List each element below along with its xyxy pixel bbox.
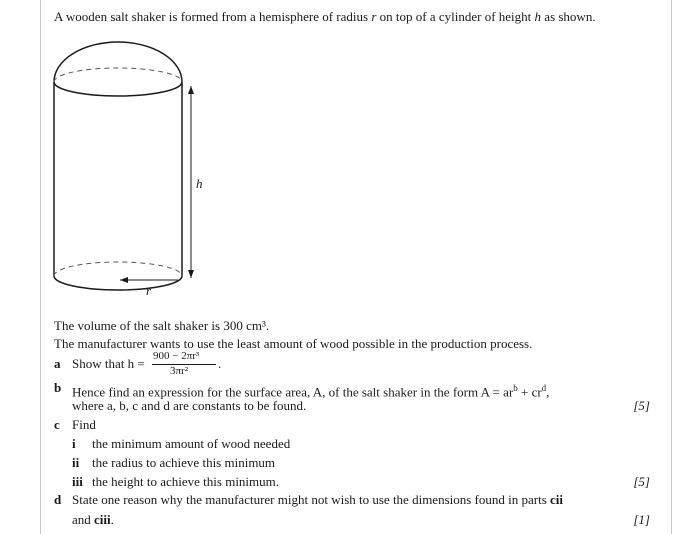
top-ellipse-front	[54, 82, 182, 96]
volume-statement: The volume of the salt shaker is 300 cm³.	[54, 318, 270, 333]
part-c-iii-text: the height to achieve this minimum.	[92, 474, 280, 489]
intro-text: A wooden salt shaker is formed from a hemisphere of radius	[54, 9, 372, 24]
part-c-i-label: i	[72, 436, 76, 451]
question-intro	[54, 9, 596, 25]
part-b-line2: where a, b, c and d are constants to be found.	[72, 398, 307, 413]
radius-arrowhead	[120, 277, 128, 283]
part-b-comma: ,	[546, 384, 550, 400]
part-a-text: Show that h =	[72, 356, 145, 371]
part-c-ii-text: the radius to achieve this minimum	[92, 455, 276, 470]
manufacturer-statement: The manufacturer wants to use the least amount of wood possible in the production process.	[54, 336, 533, 351]
part-b-marks: [5]	[633, 398, 650, 413]
bottom-ellipse-back	[54, 262, 182, 276]
part-c-marks: [5]	[633, 474, 650, 489]
height-arrowhead-bottom	[188, 270, 194, 278]
label-r: r	[146, 283, 152, 298]
part-a-label: a	[54, 356, 61, 371]
part-b-exponent-b: b	[513, 383, 518, 393]
part-d-line2	[72, 512, 114, 528]
part-d-text2: and	[72, 512, 95, 527]
bottom-ellipse-front	[54, 276, 182, 290]
part-d-text: State one reason why the manufacturer might not wish to use the dimensions found in parts	[72, 492, 551, 507]
part-b-plus: + cr	[517, 384, 542, 400]
intro-text-end: as shown.	[541, 9, 596, 24]
part-b-exponent-d: d	[541, 383, 547, 393]
part-b-label: b	[54, 380, 62, 395]
part-d-ref-ciii: ciii	[94, 512, 111, 527]
height-arrowhead-top	[188, 86, 194, 94]
part-d-ref-cii: cii	[550, 492, 564, 507]
intro-var-h: h	[534, 9, 542, 24]
hemisphere-outline	[54, 42, 182, 82]
part-d-end: .	[110, 512, 114, 527]
part-b-text: Hence find an expression for the surface area, A, of the salt shaker in the form A = ar	[72, 384, 514, 400]
part-c-text: Find	[72, 417, 96, 432]
label-h: h	[196, 176, 203, 191]
part-c-iii-label: iii	[72, 474, 83, 489]
part-d-label: d	[54, 492, 62, 507]
part-d-line1	[72, 492, 563, 508]
intro-var-r: r	[371, 9, 377, 24]
part-d-marks: [1]	[633, 512, 650, 527]
top-ellipse-back	[54, 68, 182, 82]
part-c-i-text: the minimum amount of wood needed	[92, 436, 291, 451]
part-c-ii-label: ii	[72, 455, 80, 470]
part-a-denominator: 3πr²	[170, 365, 189, 377]
part-a-end: .	[218, 356, 222, 371]
intro-text-mid: on top of a cylinder of height	[376, 9, 535, 24]
part-c-label: c	[54, 417, 60, 432]
salt-shaker-figure	[48, 40, 228, 310]
part-a-numerator: 900 − 2πr³	[153, 350, 200, 362]
